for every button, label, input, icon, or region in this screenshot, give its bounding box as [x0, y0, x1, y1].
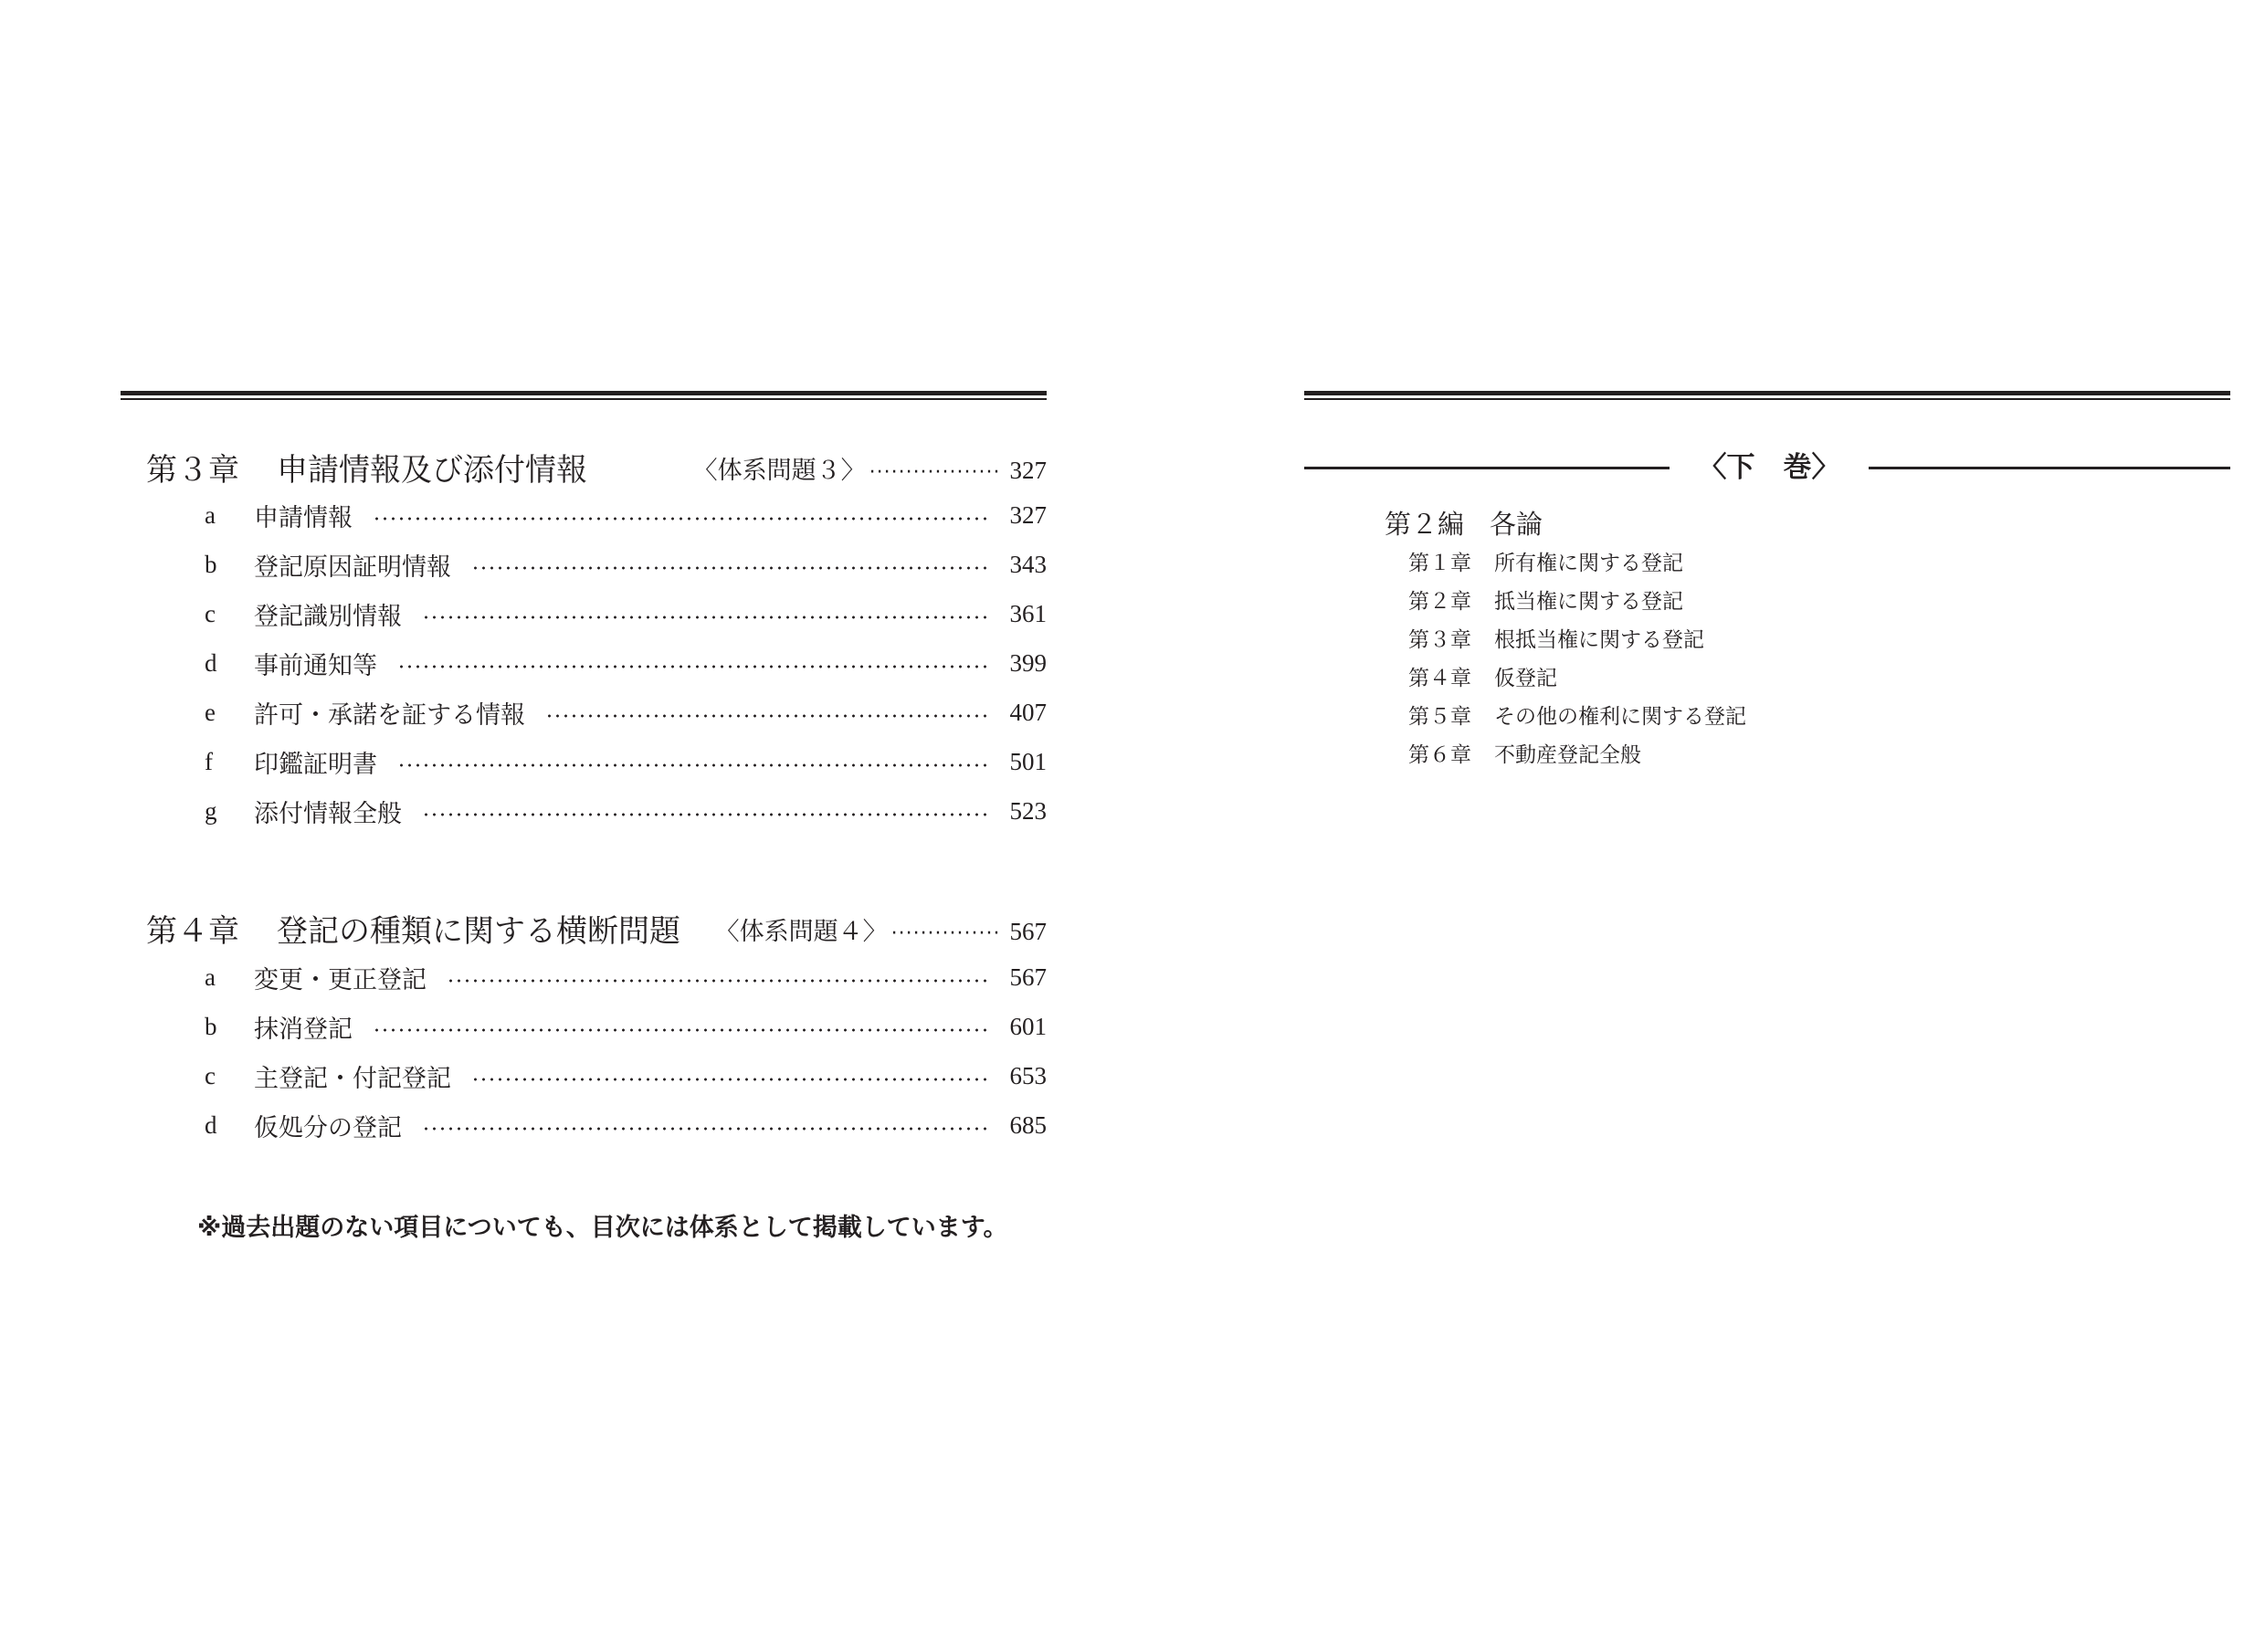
volume-chapter-item[interactable]	[1408, 738, 1641, 768]
entry-letter: a	[205, 963, 216, 991]
volume-chapter-item[interactable]	[1408, 623, 1704, 653]
volume-chapter-item[interactable]	[1408, 700, 1746, 730]
entry-letter: c	[205, 599, 216, 627]
toc-entry[interactable]	[205, 495, 1047, 535]
entry-page-number: 653	[1009, 1061, 1047, 1089]
left-page	[0, 0, 1132, 1652]
entry-page-number: 501	[1009, 747, 1047, 775]
entry-page-number: 407	[1009, 698, 1047, 726]
chapter-heading[interactable]	[146, 909, 1047, 954]
entry-page-number: 567	[1009, 963, 1047, 991]
entry-title: 主登記・付記登記	[254, 1064, 451, 1093]
toc-entry[interactable]	[205, 643, 1047, 683]
toc-entry[interactable]	[205, 791, 1047, 831]
dot-leader	[471, 1056, 1005, 1096]
volume-chapter-item[interactable]	[1408, 546, 1683, 576]
toc-entry[interactable]	[205, 1056, 1047, 1096]
toc-entry[interactable]	[205, 1105, 1047, 1145]
toc-entry[interactable]	[205, 692, 1047, 732]
dot-leader	[397, 742, 1005, 782]
entry-page-number: 327	[1009, 500, 1047, 529]
entry-page-number: 685	[1009, 1110, 1047, 1139]
entry-title: 登記原因証明情報	[254, 552, 451, 582]
dot-leader: ···············	[890, 922, 1001, 945]
entry-page-number: 399	[1009, 648, 1047, 677]
chapter-title: 仮登記	[1494, 667, 1557, 690]
entry-title: 添付情報全般	[254, 799, 402, 828]
dot-leader	[422, 791, 1005, 831]
part-heading[interactable]	[1385, 504, 1568, 542]
volume-heading	[1304, 447, 2230, 488]
dot-leader	[373, 495, 1005, 535]
chapter-heading[interactable]	[146, 447, 1047, 493]
toc-entry[interactable]	[205, 544, 1047, 584]
chapter-title: その他の権利に関する登記	[1494, 705, 1746, 729]
entry-letter: b	[205, 1012, 217, 1040]
entry-title: 許可・承諾を証する情報	[254, 700, 525, 730]
dot-leader	[545, 692, 1005, 732]
entry-letter: d	[205, 648, 217, 677]
chapter-title: 抵当権に関する登記	[1494, 590, 1683, 614]
dot-leader: ··················	[869, 461, 1001, 484]
chapter-number: 第４章	[1408, 667, 1471, 690]
entry-title: 抹消登記	[254, 1015, 353, 1044]
entry-title: 事前通知等	[254, 651, 377, 680]
chapter-number: 第２章	[1408, 590, 1471, 614]
entry-title: 変更・更正登記	[254, 965, 427, 994]
chapter-title: 申請情報及び添付情報	[277, 452, 587, 489]
chapter-number: 第５章	[1408, 705, 1471, 729]
right-page	[1132, 0, 2265, 1652]
volume-chapter-item[interactable]	[1408, 661, 1557, 691]
entry-letter: e	[205, 698, 216, 726]
dot-leader	[397, 643, 1005, 683]
toc-entry[interactable]	[205, 957, 1047, 997]
entry-page-number: 601	[1009, 1012, 1047, 1040]
dot-leader	[422, 594, 1005, 634]
chapter-number: 第３章	[1408, 628, 1471, 652]
chapter-number: 第６章	[1408, 743, 1471, 767]
dot-leader	[471, 544, 1005, 584]
entry-letter: b	[205, 550, 217, 578]
toc-entry[interactable]	[205, 594, 1047, 634]
entry-title: 申請情報	[254, 503, 353, 532]
entry-title: 仮処分の登記	[254, 1113, 402, 1142]
entry-letter: f	[205, 747, 213, 775]
volume-chapter-item[interactable]	[1408, 584, 1683, 615]
top-double-rule	[121, 391, 1047, 400]
chapter-system-ref: 〈体系問題４〉	[714, 918, 888, 946]
entry-letter: c	[205, 1061, 216, 1089]
heading-rule-right	[1869, 467, 2230, 469]
footnote: ※過去出題のない項目についても、目次には体系として掲載しています。	[197, 1214, 1008, 1242]
volume-label: 〈下 巻〉	[1698, 451, 1840, 484]
toc-entry[interactable]	[205, 742, 1047, 782]
entry-letter: d	[205, 1110, 217, 1139]
entry-letter: g	[205, 796, 217, 825]
entry-page-number: 343	[1009, 550, 1047, 578]
chapter-title: 所有権に関する登記	[1494, 552, 1683, 575]
entry-page-number: 361	[1009, 599, 1047, 627]
toc-entry[interactable]	[205, 1006, 1047, 1047]
part-title: 各論	[1490, 509, 1543, 540]
chapter-page-number: 327	[1009, 457, 1047, 484]
chapter-number: 第１章	[1408, 552, 1471, 575]
dot-leader	[422, 1105, 1005, 1145]
entry-title: 印鑑証明書	[254, 750, 377, 779]
entry-letter: a	[205, 500, 216, 529]
chapter-number: 第４章	[146, 913, 239, 950]
chapter-title: 登記の種類に関する横断問題	[277, 913, 680, 950]
entry-page-number: 523	[1009, 796, 1047, 825]
chapter-title: 不動産登記全般	[1494, 743, 1641, 767]
entry-title: 登記識別情報	[254, 602, 402, 631]
chapter-system-ref: 〈体系問題３〉	[692, 457, 866, 485]
heading-rule-left	[1304, 467, 1670, 469]
chapter-number: 第３章	[146, 452, 239, 489]
chapter-page-number: 567	[1009, 918, 1047, 945]
part-number: 第２編	[1385, 509, 1465, 540]
dot-leader	[447, 957, 1005, 997]
top-double-rule	[1304, 391, 2230, 400]
dot-leader	[373, 1006, 1005, 1047]
chapter-title: 根抵当権に関する登記	[1494, 628, 1704, 652]
